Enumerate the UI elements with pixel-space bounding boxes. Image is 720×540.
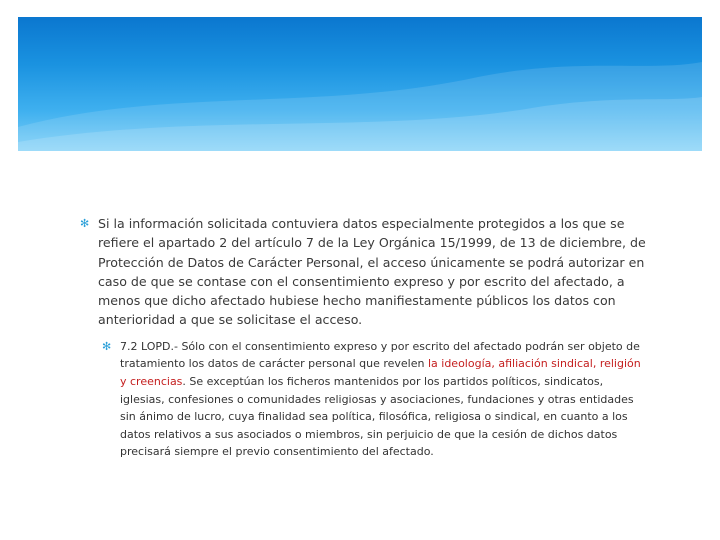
paragraph-2-highlight: la ideología, afiliación sindical, religión y creencias bbox=[120, 357, 641, 388]
asterisk-icon: ✻ bbox=[80, 217, 90, 230]
paragraph-2-text-before: 7.2 LOPD.- Sólo con el consentimiento expreso y por escrito del afectado podrán ser objeto de tratamiento los datos de carácter personal que revelen bbox=[120, 339, 640, 371]
header-band bbox=[18, 17, 702, 151]
paragraph-2-text-after: . Se exceptúan los ficheros mantenidos por los partidos políticos, sindicatos, iglesias, confesiones o comunidades religiosas y asociaciones, fundaciones y otras entidades sin ánimo de lucro, cuya finalidad sea política, filosófica, religiosa o sindical, en cuanto a los datos relativos a sus asociados o miembros, sin perjuicio de que la cesión de dichos datos precisará siempre el previo consentimiento del afectado. bbox=[120, 374, 634, 459]
asterisk-icon: ✻ bbox=[102, 339, 112, 353]
content-area bbox=[80, 214, 650, 461]
paragraph-1-text: Si la información solicitada contuviera datos especialmente protegidos a los que se refiere el apartado 2 del artículo 7 de la Ley Orgánica 15/1999, de 13 de diciembre, de Protección de Datos de Carácter Personal, el acceso únicamente se podrá autorizar en caso de que se contase con el consentimiento expreso y por escrito del afectado, a menos que dicho afectado hubiese hecho manifiestamente públicos los datos con anterioridad a que se solicitase el acceso. bbox=[98, 216, 646, 328]
bullet-paragraph-2 bbox=[102, 338, 650, 461]
header-wave-decoration bbox=[18, 17, 702, 151]
bullet-paragraph-1 bbox=[80, 214, 650, 330]
